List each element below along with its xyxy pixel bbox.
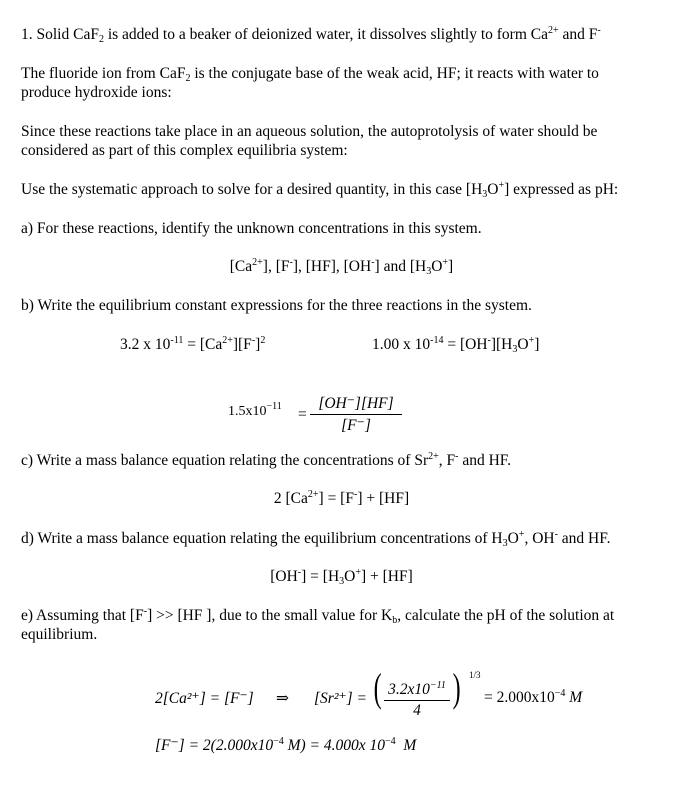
eq1-left-paren: ( (373, 665, 382, 710)
ksp-expression: 3.2 x $10^{-11} = [Ca^{2+}][F^-]^2$ (120, 335, 266, 353)
part-e-question-line-2: equilibrium. (21, 626, 98, 643)
part-a-answer: $[Ca^{2+}]$, [F-], [HF], [OH-] and $[H_3O^+]$ (229, 257, 454, 277)
part-b-question: b) Write the equilibrium constant expressions for the three reactions in the system. (21, 297, 532, 314)
eq2: $[F^-] = 2(2.000x10^{-4}$ M) = 4.000x $10^{-4}$ M (155, 736, 417, 754)
part-d-question: d) Write a mass balance equation relating the equilibrium concentrations of $H_3O^+$, OH- and HF. (21, 529, 611, 549)
kb-equals: = (298, 406, 307, 423)
kb-coefficient: $1.5x10^{-11}$ (228, 401, 282, 419)
eq1-numerator: $3.2x10^{-11}$ (384, 681, 450, 701)
part-e-question-line-1: e) Assuming that [F-] >> [HF ], due to the small value for $K_b$, calculate the pH of the solution at (21, 606, 615, 626)
part-a-question: a) For these reactions, identify the unknown concentrations in this system. (21, 220, 482, 237)
eq1-root-exponent: 1/3 (469, 670, 481, 680)
intro-line-1: 1. Solid CaF$_2$ is added to a beaker of deionized water, it dissolves slightly to form $Ca^{2+}$ and F- (21, 25, 601, 45)
eq1-lhs: 2[Ca²⁺] = [F⁻] (155, 690, 254, 707)
intro-line-5: considered as part of this complex equilibria system: (21, 142, 348, 159)
eq1-arrow: ⇒ (276, 690, 289, 707)
eq1-right-paren: ) (452, 665, 461, 710)
intro-line-2: The fluoride ion from CaF$_2$ is the conjugate base of the weak acid, HF; it reacts with water to (21, 65, 599, 84)
eq1-sr: [Sr²⁺] = (314, 690, 368, 707)
part-c-answer: 2 $[Ca^{2+}] = [F^-] + [HF]$ (273, 489, 410, 507)
kb-fraction (310, 394, 402, 435)
intro-line-3: produce hydroxide ions: (21, 84, 172, 101)
kw-expression: 1.00 x $10^{-14} = [OH^-][H_3O^+]$ (372, 335, 540, 355)
part-d-answer: $[OH^-] = [H_3O^+] + [HF]$ (270, 567, 413, 587)
eq1-fraction (384, 681, 450, 720)
intro-line-4: Since these reactions take place in an aqueous solution, the autoprotolysis of water should be (21, 123, 598, 140)
part-c-question: c) Write a mass balance equation relating the concentrations of $Sr^{2+}$, F- and HF. (21, 451, 512, 469)
eq1-rhs: = $2.000x10^{-4}$ M (484, 688, 583, 706)
kb-numerator: [OH⁻][HF] (310, 394, 402, 415)
eq1-denominator: 4 (413, 702, 421, 719)
kb-denominator: [F⁻] (341, 417, 371, 434)
intro-line-6: Use the systematic approach to solve for a desired quantity, in this case $[H_3O^+]$ expressed as pH: (21, 180, 619, 200)
